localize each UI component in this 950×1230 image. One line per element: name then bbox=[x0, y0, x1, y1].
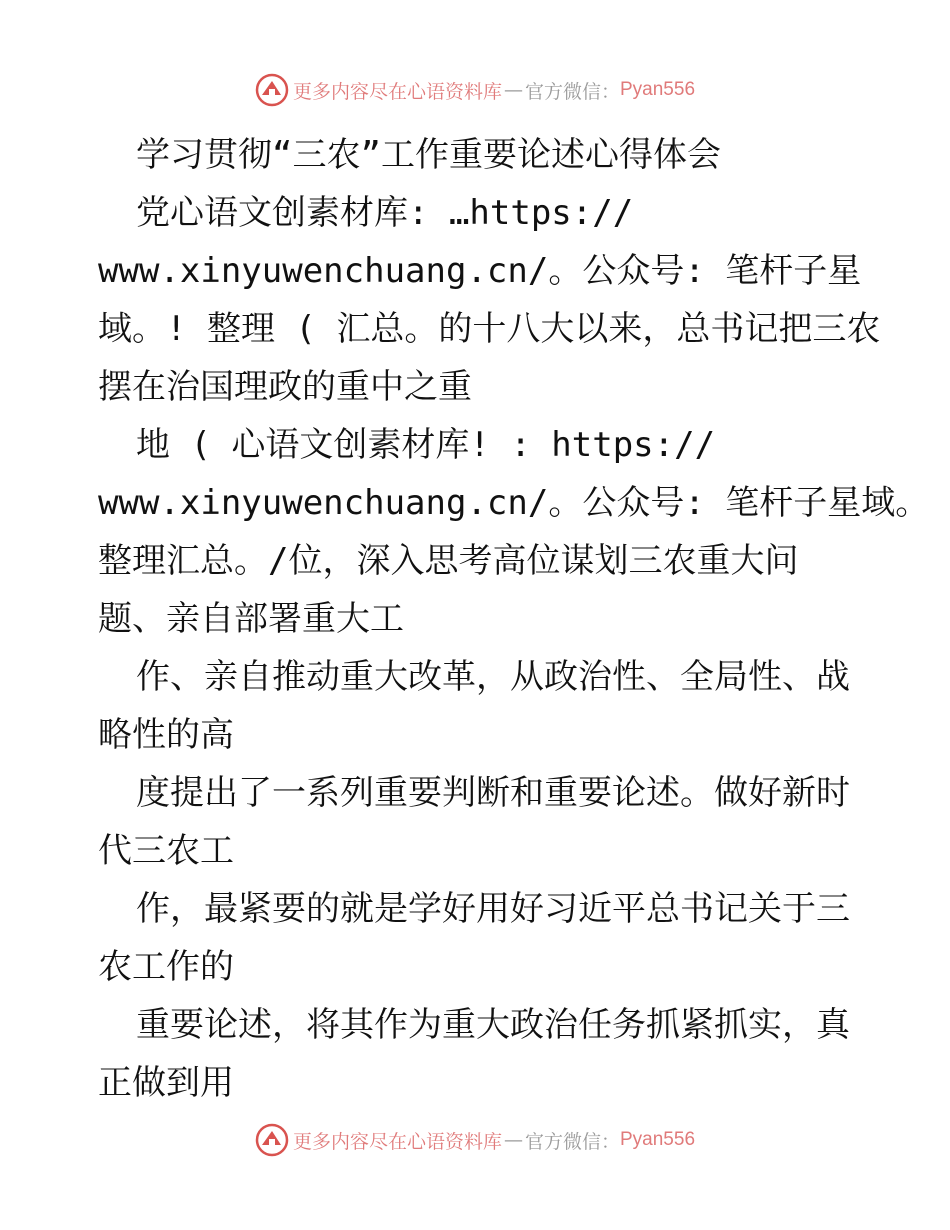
banner-main-text: 更多内容尽在心语资料库 bbox=[292, 1130, 502, 1153]
header-banner bbox=[0, 70, 950, 110]
text-line: www.xinyuwenchuang.cn/。公众号: 笔杆子星 bbox=[98, 251, 862, 291]
banner-id: Pyan556 bbox=[620, 1129, 696, 1150]
text-line: 地 ( 心语文创素材库! : https:// bbox=[136, 425, 716, 465]
banner-label: 官方微信： bbox=[524, 80, 620, 103]
text-line: 党心语文创素材库: …https:// bbox=[136, 193, 634, 233]
text-line: 农工作的 bbox=[98, 947, 234, 987]
text-line: 略性的高 bbox=[98, 715, 234, 755]
text-line: 整理汇总。/位，深入思考高位谋划三农重大问 bbox=[98, 541, 799, 581]
text-line: 度提出了一系列重要判断和重要论述。做好新时 bbox=[136, 773, 850, 813]
seal-logo-icon bbox=[255, 73, 289, 107]
text-line: 作，最紧要的就是学好用好习近平总书记关于三 bbox=[136, 889, 850, 929]
seal-logo-icon bbox=[255, 1123, 289, 1157]
banner-main-text: 更多内容尽在心语资料库 bbox=[292, 80, 502, 103]
text-line: 重要论述，将其作为重大政治任务抓紧抓实，真 bbox=[136, 1005, 850, 1045]
text-line: 域。! 整理 ( 汇总。的十八大以来，总书记把三农 bbox=[98, 309, 881, 349]
footer-banner bbox=[0, 1120, 950, 1160]
banner-label: 官方微信： bbox=[524, 1130, 620, 1153]
document-body bbox=[98, 126, 930, 1112]
banner-separator: — bbox=[503, 79, 523, 101]
text-line: 作、亲自推动重大改革，从政治性、全局性、战 bbox=[136, 657, 850, 697]
banner-separator: — bbox=[503, 1129, 523, 1151]
text-line: www.xinyuwenchuang.cn/。公众号: 笔杆子星域。 bbox=[98, 483, 930, 523]
text-line: 摆在治国理政的重中之重 bbox=[98, 367, 472, 407]
text-line: 题、亲自部署重大工 bbox=[98, 599, 404, 639]
text-line: 代三农工 bbox=[98, 831, 234, 871]
text-line: 正做到用 bbox=[98, 1063, 234, 1103]
document-title: 学习贯彻“三农”工作重要论述心得体会 bbox=[136, 135, 721, 175]
banner-id: Pyan556 bbox=[620, 79, 696, 100]
